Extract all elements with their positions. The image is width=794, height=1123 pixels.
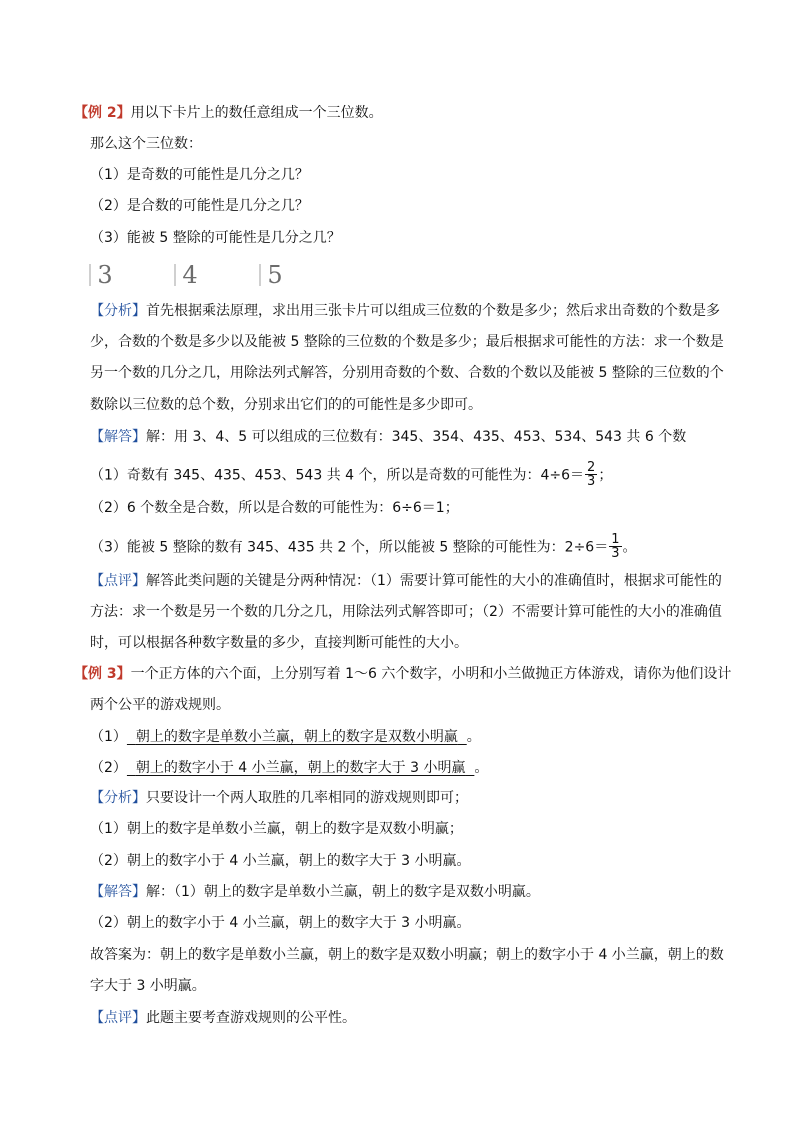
example-3-analysis-2: （2）朝上的数字小于 4 小兰赢，朝上的数字大于 3 小明赢。 <box>90 853 471 869</box>
example-3-comment: 【点评】此题主要考查游戏规则的公平性。 <box>90 1010 356 1026</box>
example-3-tag: 【例 3】 <box>74 666 131 682</box>
example-3-rule-1: （1） 朝上的数字是单数小兰赢，朝上的数字是双数小明赢 。 <box>90 729 481 745</box>
fraction-two-thirds: $\frac{2}{3}$ <box>587 460 596 489</box>
example-3-analysis: 【分析】只要设计一个两人取胜的几率相同的游戏规则即可； <box>90 790 468 806</box>
example-2-heading <box>74 104 383 122</box>
example-3-heading <box>74 665 731 683</box>
example-2-question-3: （3）能被 5 整除的可能性是几分之几？ <box>90 230 341 246</box>
example-2-answer-3: （3）能被 5 整除的数有 345、435 共 2 个，所以能被 5 整除的可能性为：2÷6＝ $\frac{1}{3}$ 。 <box>90 532 637 561</box>
example-3-analysis-1: （1）朝上的数字是单数小兰赢，朝上的数字是双数小明赢； <box>90 821 463 837</box>
comment-tag: 【点评】 <box>90 1010 146 1026</box>
analysis-tag: 【分析】 <box>90 303 146 319</box>
example-2-analysis-line-4: 数除以三位数的总个数，分别求出它们的的可能性是多少即可。 <box>90 397 482 413</box>
number-card-3: 3 <box>92 262 118 288</box>
answer-tag: 【解答】 <box>90 429 146 445</box>
example-3-title: 一个正方体的六个面，上分别写着 1～6 六个数字，小明和小兰做抛正方体游戏，请你为他们设计 <box>130 666 732 682</box>
fraction-one-third: $\frac{1}{3}$ <box>611 532 620 561</box>
number-card-5: 5 <box>262 262 288 288</box>
example-2-question-2: （2）是合数的可能性是几分之几？ <box>90 198 309 214</box>
example-2-comment-line-3: 时，可以根据各种数字数量的多少，直接判断可能性的大小。 <box>90 635 468 651</box>
example-3-final-line-1: 故答案为：朝上的数字是单数小兰赢，朝上的数字是双数小明赢；朝上的数字小于 4 小兰赢，朝上的数 <box>90 947 724 963</box>
example-3-answer-2: （2）朝上的数字小于 4 小兰赢，朝上的数字大于 3 小明赢。 <box>90 915 471 931</box>
example-2-comment-line-1: 【点评】解答此类问题的关键是分两种情况：（1）需要计算可能性的大小的准确值时，根据求可能性的 <box>90 573 722 589</box>
example-2-title: 用以下卡片上的数任意组成一个三位数。 <box>130 105 383 121</box>
example-2-comment-line-2: 方法：求一个数是另一个数的几分之几，用除法列式解答即可；（2）不需要计算可能性的大小的准确值 <box>90 604 722 620</box>
example-3-final-line-2: 字大于 3 小明赢。 <box>90 978 206 994</box>
example-2-analysis-line-1: 【分析】首先根据乘法原理，求出用三张卡片可以组成三位数的个数是多少；然后求出奇数的个数是多 <box>90 303 720 319</box>
example-3-answer-1: 【解答】解：（1）朝上的数字是单数小兰赢，朝上的数字是双数小明赢。 <box>90 884 540 900</box>
answer-tag: 【解答】 <box>90 884 146 900</box>
comment-tag: 【点评】 <box>90 573 146 589</box>
example-2-answer-2: （2）6 个数全是合数，所以是合数的可能性为：6÷6＝1； <box>90 500 459 516</box>
analysis-tag: 【分析】 <box>90 790 146 806</box>
number-card-4: 4 <box>177 262 203 288</box>
example-2-analysis-line-3: 另一个数的几分之几，用除法列式解答，分别用奇数的个数、合数的个数以及能被 5 整除的三位数的个 <box>90 365 724 381</box>
rule-1-answer: 朝上的数字是单数小兰赢，朝上的数字是双数小明赢 <box>135 729 458 745</box>
example-3-title-line-2: 两个公平的游戏规则。 <box>90 697 230 713</box>
example-3-rule-2: （2） 朝上的数字小于 4 小兰赢，朝上的数字大于 3 小明赢 。 <box>90 760 489 776</box>
rule-2-answer: 朝上的数字小于 4 小兰赢，朝上的数字大于 3 小明赢 <box>135 760 466 776</box>
example-2-analysis-line-2: 少，合数的个数是多少以及能被 5 整除的三位数的个数是多少；最后根据求可能性的方法：求一个数是 <box>90 334 724 350</box>
example-2-answer-1: （1）奇数有 345、435、453、543 共 4 个，所以是奇数的可能性为：4÷6＝ $\frac{2}{3}$ ； <box>90 460 613 489</box>
example-2-answer: 【解答】解：用 3、4、5 可以组成的三位数有：345、354、435、453、534、543 共 6 个数 <box>90 429 687 445</box>
example-2-question-1: （1）是奇数的可能性是几分之几？ <box>90 167 309 183</box>
example-2-tag: 【例 2】 <box>74 105 131 121</box>
example-2-intro: 那么这个三位数： <box>90 136 202 152</box>
